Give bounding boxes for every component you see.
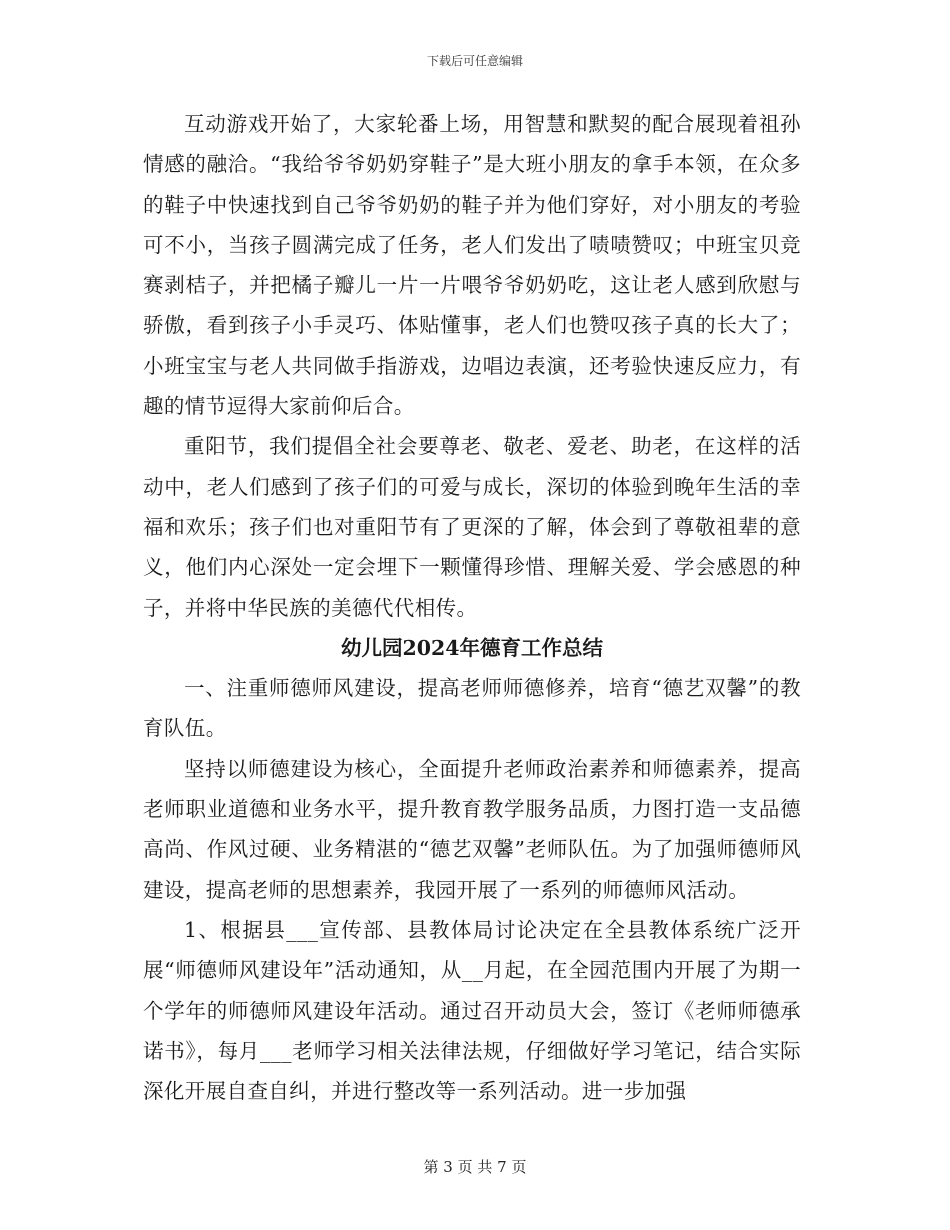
section-title: 幼儿园2024年德育工作总结 xyxy=(340,635,604,660)
document-body xyxy=(143,104,801,1111)
paragraph-chongyang: 重阳节，我们提倡全社会要尊老、敬老、爱老、助老，在这样的活动中，老人们感到了孩子们的可爱与成长，深切的体验到晚年生活的幸福和欢乐；孩子们也对重阳节有了更深的了解，体会到了尊敬祖辈的意义，他们内心深处一定会埋下一颗懂得珍惜、理解关爱、学会感恩的种子，并将中华民族的美德代代相传。 xyxy=(143,434,801,620)
paragraph-game: 互动游戏开始了，大家轮番上场，用智慧和默契的配合展现着祖孙情感的融洽。“我给爷爷奶奶穿鞋子”是大班小朋友的拿手本领，在众多的鞋子中快速找到自己爷爷奶奶的鞋子并为他们穿好，对小朋友的考验可不小，当孩子圆满完成了任务，老人们发出了啧啧赞叹；中班宝贝竞赛剥桔子，并把橘子瓣儿一片一片喂爷爷奶奶吃，这让老人感到欣慰与骄傲，看到孩子小手灵巧、体贴懂事，老人们也赞叹孩子真的长大了；小班宝宝与老人共同做手指游戏，边唱边表演，还考验快速反应力，有趣的情节逗得大家前仰后合。 xyxy=(143,112,801,419)
page-number: 第 3 页 共 7 页 xyxy=(423,1158,527,1176)
paragraph-item-one: 1、根据县___宣传部、县教体局讨论决定在全县教体系统广泛开展“师德师风建设年”活动通知，从__月起，在全园范围内开展了为期一个学年的师德师风建设年活动。通过召开动员大会，签订《老师师德承诺书》，每月___老师学习相关法律法规，仔细做好学习笔记，结合实际深化开展自查自纠，并进行整改等一系列活动。进一步加强 xyxy=(143,917,801,1104)
page-header-note: 下载后可任意编辑 xyxy=(426,54,523,68)
paragraph-section-one: 一、注重师德师风建设，提高老师师德修养，培育“德艺双馨”的教育队伍。 xyxy=(143,676,801,741)
paragraph-ethics-core: 坚持以师德建设为核心，全面提升老师政治素养和师德素养，提高老师职业道德和业务水平，提升教育教学服务品质，力图打造一支品德高尚、作风过硬、业务精湛的“德艺双馨”老师队伍。为了加强师德师风建设，提高老师的思想素养，我园开展了一系列的师德师风活动。 xyxy=(143,756,801,902)
